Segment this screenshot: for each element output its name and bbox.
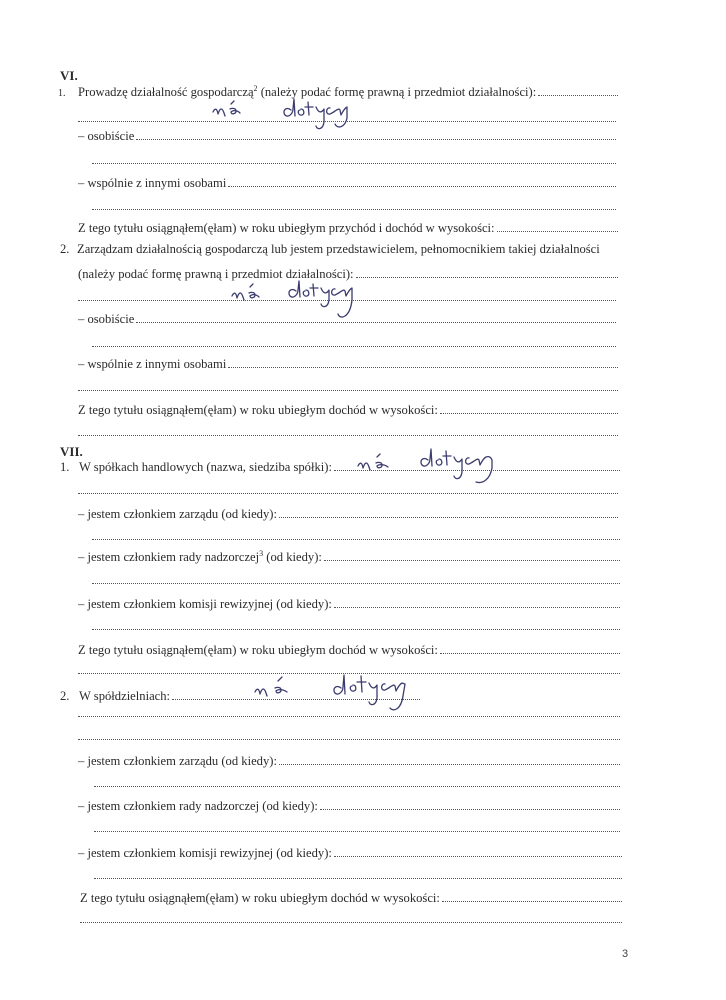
vi-item2-number: 2.: [60, 242, 70, 256]
vii-item1-audit-fill-line[interactable]: [92, 628, 620, 630]
vii-item1-board-fill[interactable]: [279, 506, 618, 518]
vi-item2-jointly-fill-line[interactable]: [78, 389, 618, 391]
vii-item1-income-fill[interactable]: [440, 642, 620, 654]
vii-item1-board-label: – jestem członkiem zarządu (od kiedy):: [78, 507, 277, 521]
vi-item2-personal: [78, 311, 616, 327]
footnote-ref-3: 3: [259, 549, 264, 558]
vii-item2-income-fill[interactable]: [442, 890, 622, 902]
vi-item1-income: [78, 220, 618, 236]
vi-item2-jointly-fill[interactable]: [228, 356, 618, 368]
vi-item2-personal-fill-line[interactable]: [92, 345, 616, 347]
vii-item1-audit-fill[interactable]: [334, 596, 620, 608]
vi-item1-text: Prowadzę działalność gospodarczą$^2$ (należy podać formę prawną i przedmiot działalności):: [78, 84, 537, 99]
vi-item2-income-fill[interactable]: [440, 402, 618, 414]
vii-item1-supervisory-label: – jestem członkiem rady nadzorczej$^3$ (od kiedy):: [78, 549, 322, 564]
vi-item2-line: [60, 242, 620, 257]
vi-item2-income-label: Z tego tytułu osiągnąłem(ęłam) w roku ubiegłym dochód w wysokości:: [78, 403, 438, 417]
handwritten-signature: [245, 666, 425, 718]
vi-item2-text2: (należy podać formę prawną i przedmiot działalności):: [78, 267, 354, 281]
vii-item2-text: W spółdzielniach:: [79, 689, 171, 703]
section-vi-heading: VI.: [60, 68, 78, 83]
vi-item2-jointly: [78, 356, 618, 372]
vi-item1-jointly: [78, 175, 616, 191]
vi-item1-jointly-label: – wspólnie z innymi osobami: [78, 176, 227, 190]
vii-item2-income-fill-line[interactable]: [80, 921, 622, 923]
vi-item2-income-fill-line[interactable]: [78, 434, 618, 436]
vii-item2-audit: [78, 845, 622, 861]
vi-item1-personal-fill[interactable]: [136, 128, 616, 140]
vi-item1-number: 1.: [58, 88, 66, 99]
vii-item1-supervisory-fill-line[interactable]: [92, 582, 620, 584]
vii-item1-board: [78, 506, 618, 522]
vi-item1-fill[interactable]: [538, 84, 618, 96]
vi-item2-text: Zarządzam działalnością gospodarczą lub jestem przedstawicielem, pełnomocnikiem takiej działalności: [77, 242, 600, 256]
vii-item2-supervisory-fill-line[interactable]: [94, 830, 620, 832]
page-number: 3: [622, 948, 629, 960]
vii-item1-audit: [78, 596, 620, 612]
vii-item1-board-fill-line[interactable]: [92, 538, 620, 540]
vi-item2-personal-fill[interactable]: [136, 311, 616, 323]
vi-item1-jointly-fill-line[interactable]: [92, 208, 616, 210]
handwritten-signature: [350, 444, 540, 494]
vii-item2-audit-fill-line[interactable]: [94, 877, 622, 879]
vii-item2-income: [80, 890, 622, 906]
vi-item1-income-label: Z tego tytułu osiągnąłem(ęłam) w roku ubiegłym przychód i dochód w wysokości:: [78, 221, 495, 235]
vii-item1-supervisory-fill[interactable]: [324, 549, 620, 561]
vii-item1-text: W spółkach handlowych (nazwa, siedziba spółki):: [79, 460, 332, 474]
vi-item2-income: [78, 402, 618, 418]
vii-item2-audit-fill[interactable]: [334, 845, 622, 857]
vii-item2-board: [78, 753, 620, 769]
vii-item2-fill-line-2[interactable]: [78, 738, 620, 740]
vi-item1-jointly-fill[interactable]: [228, 175, 616, 187]
vii-item2-audit-label: – jestem członkiem komisji rewizyjnej (od kiedy):: [78, 846, 332, 860]
vii-item2-supervisory-label: – jestem członkiem rady nadzorczej (od kiedy):: [78, 799, 318, 813]
footnote-ref-2: 2: [253, 84, 258, 93]
vii-item1-audit-label: – jestem członkiem komisji rewizyjnej (od kiedy):: [78, 597, 332, 611]
vii-item2-supervisory: [78, 798, 620, 814]
vii-item2-board-fill-line[interactable]: [94, 785, 620, 787]
vii-item1-number: 1.: [60, 460, 70, 474]
vii-item1-income: [78, 642, 620, 658]
vi-item2-personal-label: – osobiście: [78, 312, 135, 326]
vi-item2-fill[interactable]: [356, 266, 618, 278]
vii-item2-fill-line-1[interactable]: [78, 715, 620, 717]
vii-item2-board-fill[interactable]: [279, 753, 620, 765]
vii-item2-board-label: – jestem członkiem zarządu (od kiedy):: [78, 754, 277, 768]
vii-item1-income-label: Z tego tytułu osiągnąłem(ęłam) w roku ubiegłym dochód w wysokości:: [78, 643, 438, 657]
vi-item2-jointly-label: – wspólnie z innymi osobami: [78, 357, 227, 371]
vii-item1-supervisory: [78, 549, 620, 565]
vii-item2-supervisory-fill[interactable]: [320, 798, 620, 810]
vi-item1-income-fill[interactable]: [497, 220, 618, 232]
vi-item1-personal-fill-line[interactable]: [92, 162, 616, 164]
section-vii-heading: VII.: [60, 444, 83, 459]
vii-item2-income-label: Z tego tytułu osiągnąłem(ęłam) w roku ubiegłym dochód w wysokości:: [80, 891, 440, 905]
vi-item1-personal: [78, 128, 616, 144]
vii-item2-number: 2.: [60, 689, 70, 703]
vi-item1-personal-label: – osobiście: [78, 129, 135, 143]
